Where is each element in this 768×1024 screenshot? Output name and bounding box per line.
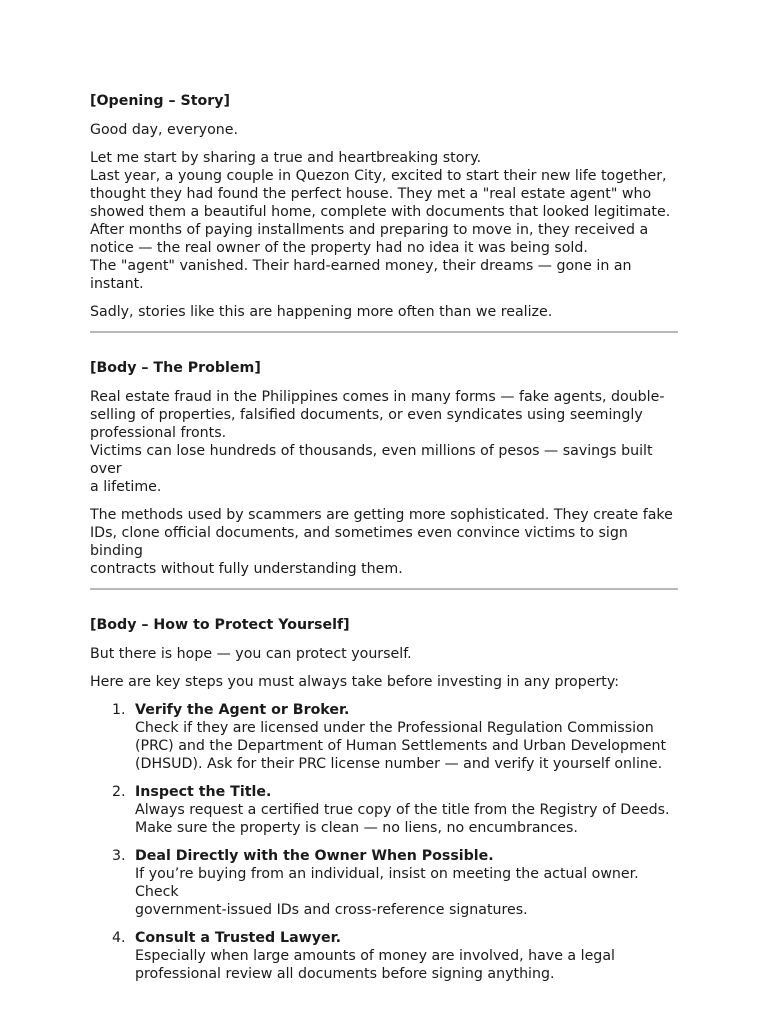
- text-line: professional fronts.: [90, 425, 227, 441]
- list-item: [90, 783, 678, 837]
- text-line: Real estate fraud in the Philippines comes in many forms — fake agents, double-: [90, 389, 665, 405]
- section-heading-problem: [Body – The Problem]: [90, 360, 261, 376]
- problem-paragraph-1: [90, 388, 678, 496]
- text-line: thought they had found the perfect house. They met a "real estate agent" who: [90, 186, 652, 202]
- story-paragraph: [90, 149, 678, 293]
- text-line: notice — the real owner of the property had no idea it was being sold.: [90, 240, 588, 256]
- text-line: (PRC) and the Department of Human Settlements and Urban Development: [135, 738, 667, 754]
- text-line: government-issued IDs and cross-reference signatures.: [135, 902, 528, 918]
- problem-paragraph-2: [90, 506, 678, 578]
- text-line: showed them a beautiful home, complete with documents that looked legitimate.: [90, 204, 671, 220]
- step-title: Deal Directly with the Owner When Possible.: [135, 848, 494, 864]
- step-title: Consult a Trusted Lawyer.: [135, 930, 342, 946]
- list-item: [90, 847, 678, 919]
- text-line: Make sure the property is clean — no liens, no encumbrances.: [135, 820, 578, 836]
- text-line: After months of paying installments and preparing to move in, they received a: [90, 222, 649, 238]
- hope-paragraph: But there is hope — you can protect yourself.: [90, 646, 412, 662]
- section-heading-opening: [Opening – Story]: [90, 93, 230, 109]
- section-heading-protect: [Body – How to Protect Yourself]: [90, 617, 350, 633]
- greeting-paragraph: Good day, everyone.: [90, 122, 238, 138]
- step-title: Verify the Agent or Broker.: [135, 702, 350, 718]
- steps-list: [90, 701, 678, 983]
- text-line: selling of properties, falsified documents, or even syndicates using seemingly: [90, 407, 643, 423]
- text-line: Victims can lose hundreds of thousands, even millions of pesos — savings built over: [90, 443, 653, 477]
- text-line: (DHSUD). Ask for their PRC license number — and verify it yourself online.: [135, 756, 663, 772]
- step-title: Inspect the Title.: [135, 784, 272, 800]
- list-number: 1.: [112, 702, 126, 718]
- closing-paragraph: Sadly, stories like this are happening more often than we realize.: [90, 304, 553, 320]
- text-line: contracts without fully understanding them.: [90, 561, 403, 577]
- text-line: The "agent" vanished. Their hard-earned money, their dreams — gone in an instant.: [90, 258, 632, 292]
- text-line: Check if they are licensed under the Professional Regulation Commission: [135, 720, 654, 736]
- text-line: Especially when large amounts of money are involved, have a legal: [135, 948, 615, 964]
- list-number: 2.: [112, 784, 126, 800]
- list-number: 3.: [112, 848, 126, 864]
- text-line: Always request a certified true copy of the title from the Registry of Deeds.: [135, 802, 670, 818]
- text-line: Let me start by sharing a true and heartbreaking story.: [90, 150, 482, 166]
- list-number: 4.: [112, 930, 126, 946]
- section-divider: [90, 331, 678, 333]
- text-line: If you’re buying from an individual, insist on meeting the actual owner. Check: [135, 866, 639, 900]
- text-line: IDs, clone official documents, and sometimes even convince victims to sign binding: [90, 525, 628, 559]
- list-item: [90, 701, 678, 773]
- list-item: [90, 929, 678, 983]
- text-line: The methods used by scammers are getting more sophisticated. They create fake: [90, 507, 673, 523]
- text-line: Last year, a young couple in Quezon City, excited to start their new life together,: [90, 168, 667, 184]
- section-divider: [90, 588, 678, 590]
- text-line: professional review all documents before signing anything.: [135, 966, 555, 982]
- text-line: a lifetime.: [90, 479, 162, 495]
- steps-intro: Here are key steps you must always take before investing in any property:: [90, 674, 619, 690]
